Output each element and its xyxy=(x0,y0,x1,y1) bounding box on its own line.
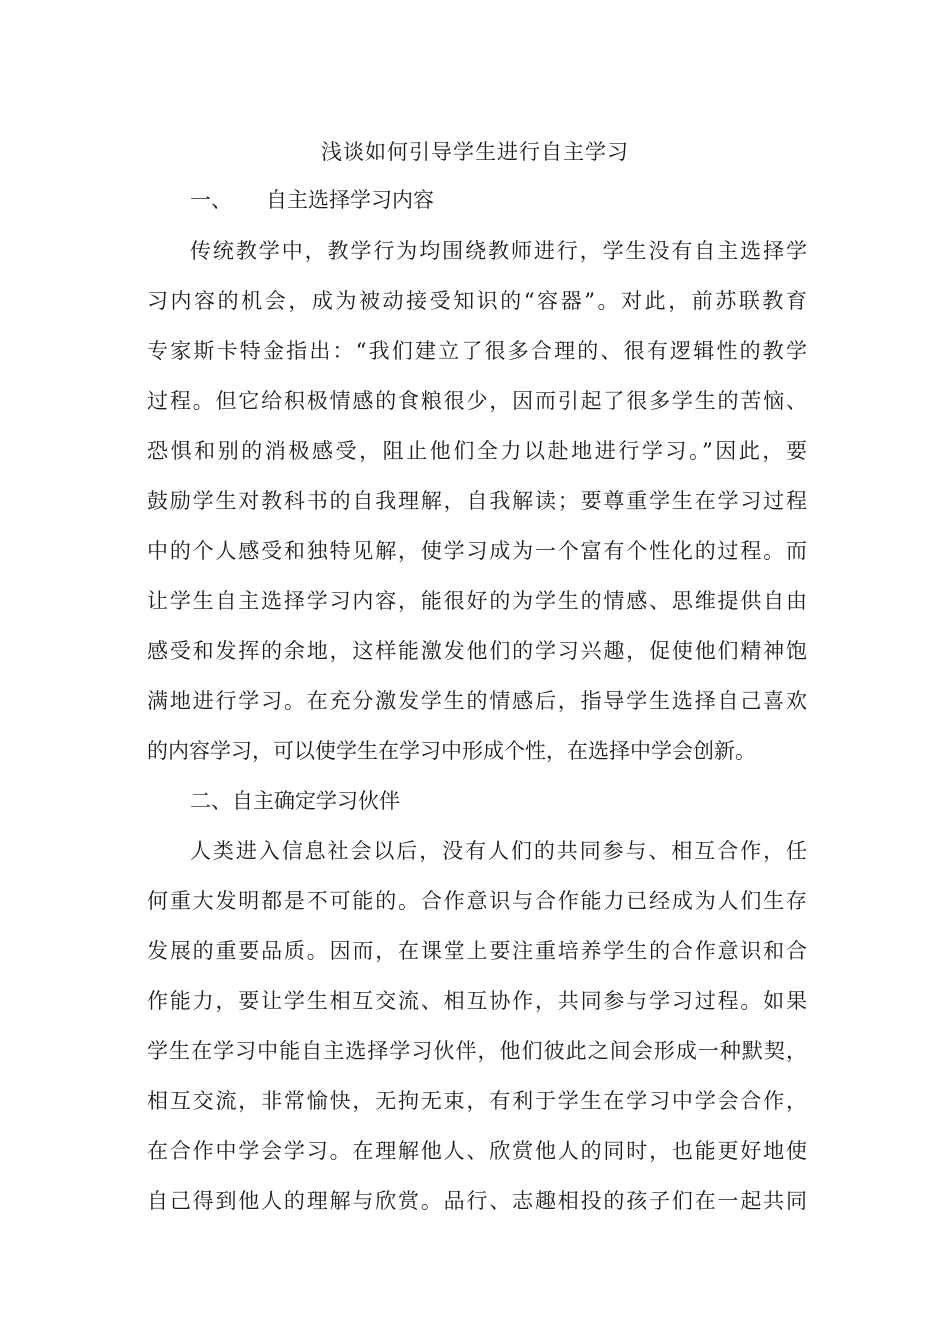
paragraph-line: 发展的重要品质。因而，在课堂上要注重培养学生的合作意识和合 xyxy=(147,939,807,963)
paragraph-line: 传统教学中，教学行为均围绕教师进行，学生没有自主选择学 xyxy=(190,239,807,263)
paragraph-line: 鼓励学生对教科书的自我理解，自我解读；要尊重学生在学习过程 xyxy=(147,489,807,513)
paragraph-line: 过程。但它给积极情感的食粮很少，因而引起了很多学生的苦恼、 xyxy=(147,389,807,413)
paragraph-line: 人类进入信息社会以后，没有人们的共同参与、相互合作，任 xyxy=(190,839,807,863)
section2-heading: 二、自主确定学习伙伴 xyxy=(190,789,400,813)
section1-number: 一、 xyxy=(190,188,232,212)
paragraph-line: 感受和发挥的余地，这样能激发他们的学习兴趣，促使他们精神饱 xyxy=(147,639,807,663)
paragraph-line: 的内容学习，可以使学生在学习中形成个性，在选择中学会创新。 xyxy=(147,739,756,763)
paragraph-line: 恐惧和别的消极感受，阻止他们全力以赴地进行学习。”因此，要 xyxy=(147,439,807,463)
paragraph-line: 中的个人感受和独特见解，使学习成为一个富有个性化的过程。而 xyxy=(147,539,807,563)
paragraph-line: 让学生自主选择学习内容，能很好的为学生的情感、思维提供自由 xyxy=(147,589,807,613)
paragraph-line: 满地进行学习。在充分激发学生的情感后，指导学生选择自己喜欢 xyxy=(147,689,807,713)
document-title: 浅谈如何引导学生进行自主学习 xyxy=(321,140,629,164)
paragraph-line: 专家斯卡特金指出：“我们建立了很多合理的、很有逻辑性的教学 xyxy=(147,339,807,363)
section1-heading-text: 自主选择学习内容 xyxy=(266,188,434,212)
paragraph-line: 学生在学习中能自主选择学习伙伴，他们彼此之间会形成一种默契， xyxy=(147,1039,807,1063)
paragraph-line: 作能力，要让学生相互交流、相互协作，共同参与学习过程。如果 xyxy=(147,989,807,1013)
paragraph-line: 何重大发明都是不可能的。合作意识与合作能力已经成为人们生存 xyxy=(147,889,807,913)
paragraph-line: 相互交流，非常愉快，无拘无束，有利于学生在学习中学会合作， xyxy=(147,1089,807,1113)
paragraph-line: 在合作中学会学习。在理解他人、欣赏他人的同时，也能更好地使 xyxy=(147,1139,807,1163)
paragraph-line: 习内容的机会，成为被动接受知识的“容器”。对此，前苏联教育 xyxy=(147,289,807,313)
paragraph-line: 自己得到他人的理解与欣赏。品行、志趣相投的孩子们在一起共同 xyxy=(147,1189,807,1213)
section1-heading xyxy=(190,185,434,215)
